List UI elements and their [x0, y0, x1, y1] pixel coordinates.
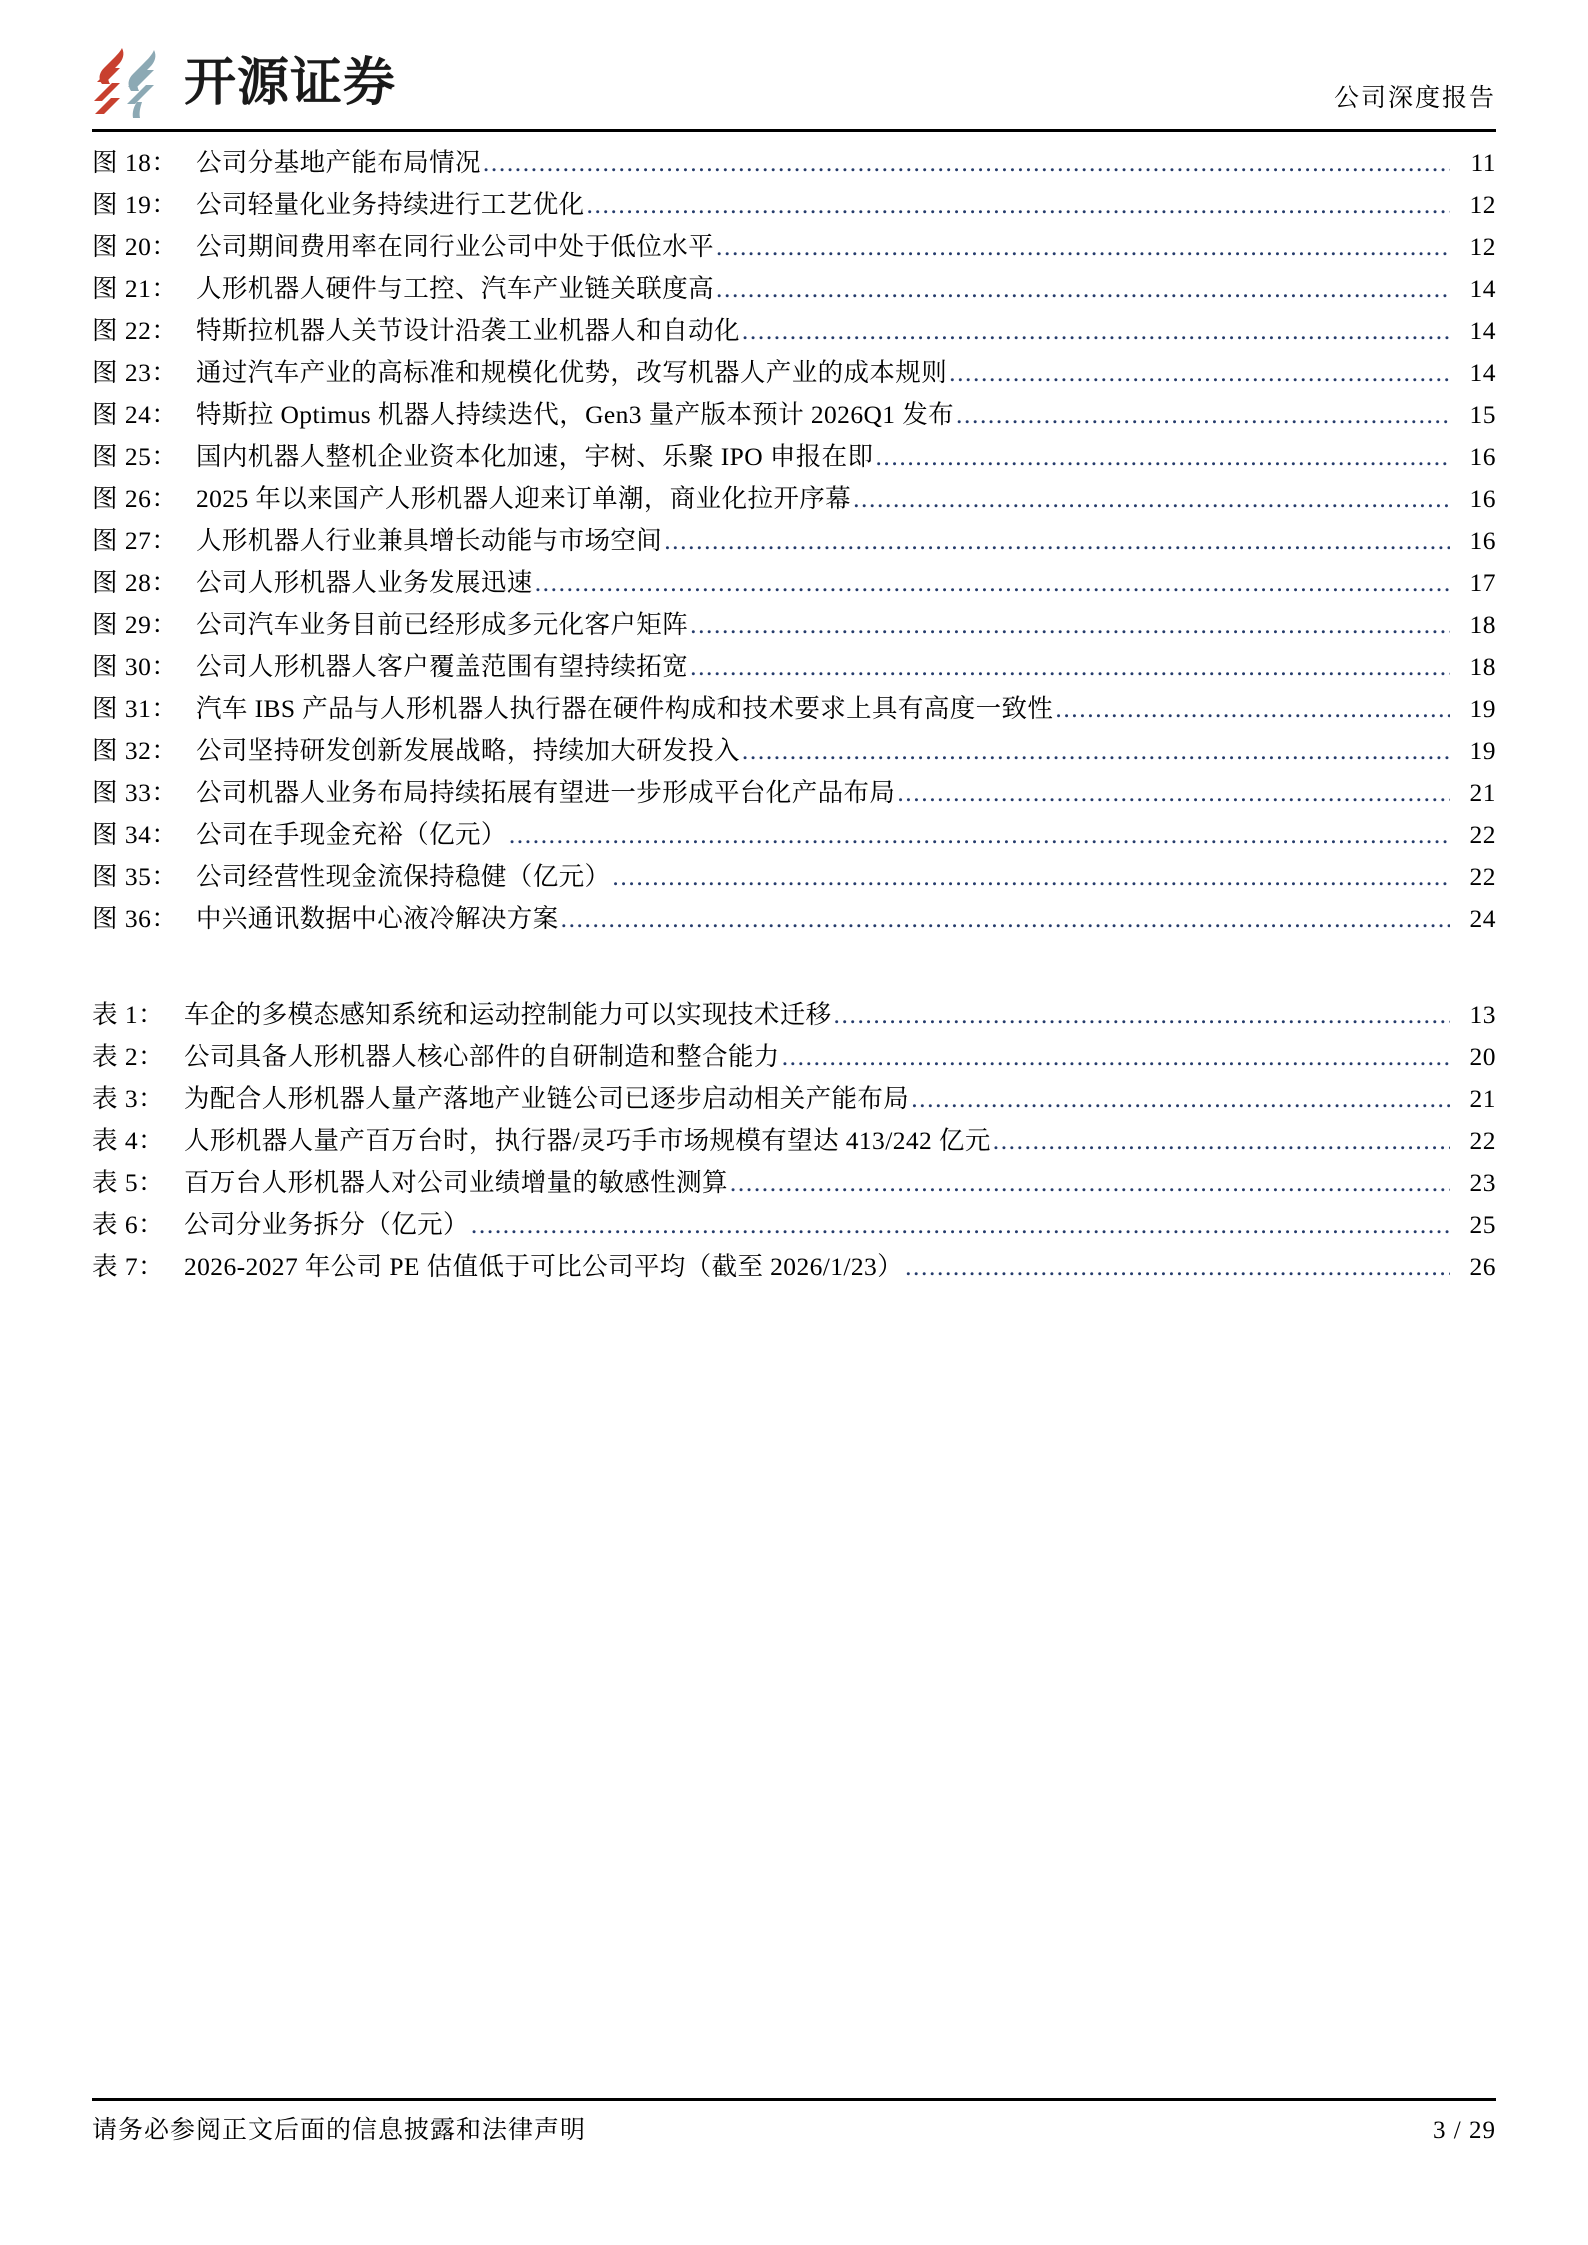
brand-lockup [92, 46, 396, 120]
table-label: 表 5： [92, 1168, 165, 1197]
dot-leader [742, 738, 1450, 764]
figure-list [92, 150, 1496, 948]
figure-index-row[interactable] [92, 276, 1496, 318]
figure-index-row[interactable] [92, 528, 1496, 570]
figure-title: 国内机器人整机企业资本化加速，宇树、乐聚 IPO 申报在即 [196, 442, 874, 471]
figure-label: 图 27： [92, 526, 178, 555]
table-label: 表 6： [92, 1210, 165, 1239]
page-number: 3 / 29 [1433, 2117, 1496, 2144]
figure-title: 公司人形机器人业务发展迅速 [196, 568, 533, 597]
figure-index-row[interactable] [92, 696, 1496, 738]
page-reference: 16 [1469, 484, 1496, 513]
page-reference: 22 [1469, 862, 1496, 891]
figure-label: 图 29： [92, 610, 178, 639]
dot-leader [690, 612, 1450, 638]
figure-index-row[interactable] [92, 360, 1496, 402]
footer-divider [92, 2098, 1496, 2101]
page-footer [92, 2110, 1496, 2146]
document-type-label: 公司深度报告 [1333, 85, 1496, 112]
table-title: 公司具备人形机器人核心部件的自研制造和整合能力 [184, 1042, 780, 1071]
table-list [92, 1002, 1496, 1296]
figure-title: 特斯拉机器人关节设计沿袭工业机器人和自动化 [196, 316, 740, 345]
table-title: 车企的多模态感知系统和运动控制能力可以实现技术迁移 [184, 1000, 832, 1029]
figure-title: 公司人形机器人客户覆盖范围有望持续拓宽 [196, 652, 689, 681]
disclaimer-note: 请务必参阅正文后面的信息披露和法律声明 [92, 2117, 587, 2144]
figure-label: 图 24： [92, 400, 178, 429]
table-index-row[interactable] [92, 1212, 1496, 1254]
table-label: 表 7： [92, 1252, 165, 1281]
page-reference: 16 [1469, 526, 1496, 555]
table-title: 公司分业务拆分（亿元） [184, 1210, 469, 1239]
table-label: 表 3： [92, 1084, 165, 1113]
figure-label: 图 19： [92, 190, 178, 219]
figure-label: 图 22： [92, 316, 178, 345]
header-divider [92, 129, 1496, 132]
dot-leader [875, 444, 1450, 470]
page-reference: 14 [1469, 358, 1496, 387]
figure-title: 公司在手现金充裕（亿元） [196, 820, 507, 849]
figure-title: 特斯拉 Optimus 机器人持续迭代，Gen3 量产版本预计 2026Q1 发布 [196, 400, 955, 429]
table-label: 表 4： [92, 1126, 165, 1155]
figure-label: 图 25： [92, 442, 178, 471]
table-index-row[interactable] [92, 1170, 1496, 1212]
page-reference: 21 [1469, 1084, 1496, 1113]
page-reference: 24 [1469, 904, 1496, 933]
figure-index-row[interactable] [92, 822, 1496, 864]
figure-label: 图 32： [92, 736, 178, 765]
page-reference: 25 [1469, 1210, 1496, 1239]
figure-label: 图 35： [92, 862, 178, 891]
page-reference: 17 [1469, 568, 1496, 597]
table-index-row[interactable] [92, 1086, 1496, 1128]
page-reference: 19 [1469, 694, 1496, 723]
table-title: 为配合人形机器人量产落地产业链公司已逐步启动相关产能布局 [184, 1084, 910, 1113]
figure-title: 中兴通讯数据中心液冷解决方案 [196, 904, 559, 933]
dot-leader [716, 234, 1450, 260]
page-reference: 14 [1469, 274, 1496, 303]
page-reference: 22 [1469, 820, 1496, 849]
dot-leader [690, 654, 1450, 680]
page-reference: 20 [1469, 1042, 1496, 1071]
dot-leader [993, 1128, 1450, 1154]
dot-leader [730, 1170, 1450, 1196]
dot-leader [509, 822, 1450, 848]
dot-leader [471, 1212, 1450, 1238]
figure-label: 图 21： [92, 274, 178, 303]
figure-label: 图 33： [92, 778, 178, 807]
page-reference: 15 [1469, 400, 1496, 429]
page-reference: 26 [1469, 1252, 1496, 1281]
page-reference: 12 [1469, 232, 1496, 261]
figure-label: 图 20： [92, 232, 178, 261]
table-title: 百万台人形机器人对公司业绩增量的敏感性测算 [184, 1168, 728, 1197]
table-index-row[interactable] [92, 1044, 1496, 1086]
figure-index-row[interactable] [92, 864, 1496, 906]
table-index-row[interactable] [92, 1002, 1496, 1044]
page-reference: 21 [1469, 778, 1496, 807]
dot-leader [911, 1086, 1450, 1112]
dot-leader [716, 276, 1450, 302]
figure-label: 图 28： [92, 568, 178, 597]
dot-leader [897, 780, 1450, 806]
brand-name: 开源证券 [184, 53, 397, 113]
figure-title: 人形机器人行业兼具增长动能与市场空间 [196, 526, 663, 555]
dot-leader [782, 1044, 1450, 1070]
dot-leader [905, 1254, 1450, 1280]
page-reference: 23 [1469, 1168, 1496, 1197]
figure-title: 公司坚持研发创新发展战略，持续加大研发投入 [196, 736, 740, 765]
dot-leader [742, 318, 1450, 344]
figure-index-row[interactable] [92, 654, 1496, 696]
figure-index-row[interactable] [92, 906, 1496, 948]
dot-leader [834, 1002, 1450, 1028]
figure-title: 人形机器人硬件与工控、汽车产业链关联度高 [196, 274, 715, 303]
figure-label: 图 26： [92, 484, 178, 513]
page-reference: 16 [1469, 442, 1496, 471]
dot-leader [949, 360, 1450, 386]
figure-index-row[interactable] [92, 150, 1496, 192]
figure-title: 公司汽车业务目前已经形成多元化客户矩阵 [196, 610, 689, 639]
dot-leader [853, 486, 1450, 512]
figure-label: 图 34： [92, 820, 178, 849]
page-reference: 11 [1470, 148, 1496, 177]
page-header [92, 30, 1496, 130]
page-reference: 13 [1469, 1000, 1496, 1029]
table-title: 2026-2027 年公司 PE 估值低于可比公司平均（截至 2026/1/23） [184, 1252, 904, 1281]
figure-label: 图 30： [92, 652, 178, 681]
figure-title: 公司轻量化业务持续进行工艺优化 [196, 190, 585, 219]
table-label: 表 2： [92, 1042, 165, 1071]
page-reference: 18 [1469, 610, 1496, 639]
dot-leader [483, 150, 1450, 176]
figure-title: 公司期间费用率在同行业公司中处于低位水平 [196, 232, 715, 261]
page-reference: 19 [1469, 736, 1496, 765]
dot-leader [587, 192, 1450, 218]
dot-leader [664, 528, 1450, 554]
figure-index-row[interactable] [92, 738, 1496, 780]
figure-label: 图 36： [92, 904, 178, 933]
dot-leader [561, 906, 1450, 932]
figure-index-row[interactable] [92, 780, 1496, 822]
figure-title: 2025 年以来国产人形机器人迎来订单潮，商业化拉开序幕 [196, 484, 852, 513]
figure-index-row[interactable] [92, 486, 1496, 528]
figure-label: 图 18： [92, 148, 178, 177]
table-index-row[interactable] [92, 1128, 1496, 1170]
figure-index-row[interactable] [92, 570, 1496, 612]
figure-label: 图 23： [92, 358, 178, 387]
figure-title: 公司机器人业务布局持续拓展有望进一步形成平台化产品布局 [196, 778, 896, 807]
figure-index-row[interactable] [92, 318, 1496, 360]
figure-title: 公司经营性现金流保持稳健（亿元） [196, 862, 611, 891]
figure-title: 公司分基地产能布局情况 [196, 148, 481, 177]
page-reference: 12 [1469, 190, 1496, 219]
figure-index-row[interactable] [92, 612, 1496, 654]
figure-title: 汽车 IBS 产品与人形机器人执行器在硬件构成和技术要求上具有高度一致性 [196, 694, 1054, 723]
dot-leader [956, 402, 1450, 428]
figure-index-row[interactable] [92, 402, 1496, 444]
table-label: 表 1： [92, 1000, 165, 1029]
kaiyuan-logo-icon [92, 46, 170, 120]
figure-and-table-index [92, 150, 1496, 1296]
dot-leader [612, 864, 1450, 890]
table-title: 人形机器人量产百万台时，执行器/灵巧手市场规模有望达 413/242 亿元 [184, 1126, 991, 1155]
page-reference: 18 [1469, 652, 1496, 681]
figure-index-row[interactable] [92, 192, 1496, 234]
page-reference: 22 [1469, 1126, 1496, 1155]
list-separator [92, 948, 1496, 1002]
figure-title: 通过汽车产业的高标准和规模化优势，改写机器人产业的成本规则 [196, 358, 948, 387]
page-reference: 14 [1469, 316, 1496, 345]
table-index-row[interactable] [92, 1254, 1496, 1296]
figure-index-row[interactable] [92, 234, 1496, 276]
figure-index-row[interactable] [92, 444, 1496, 486]
figure-label: 图 31： [92, 694, 178, 723]
dot-leader [1055, 696, 1450, 722]
dot-leader [535, 570, 1450, 596]
